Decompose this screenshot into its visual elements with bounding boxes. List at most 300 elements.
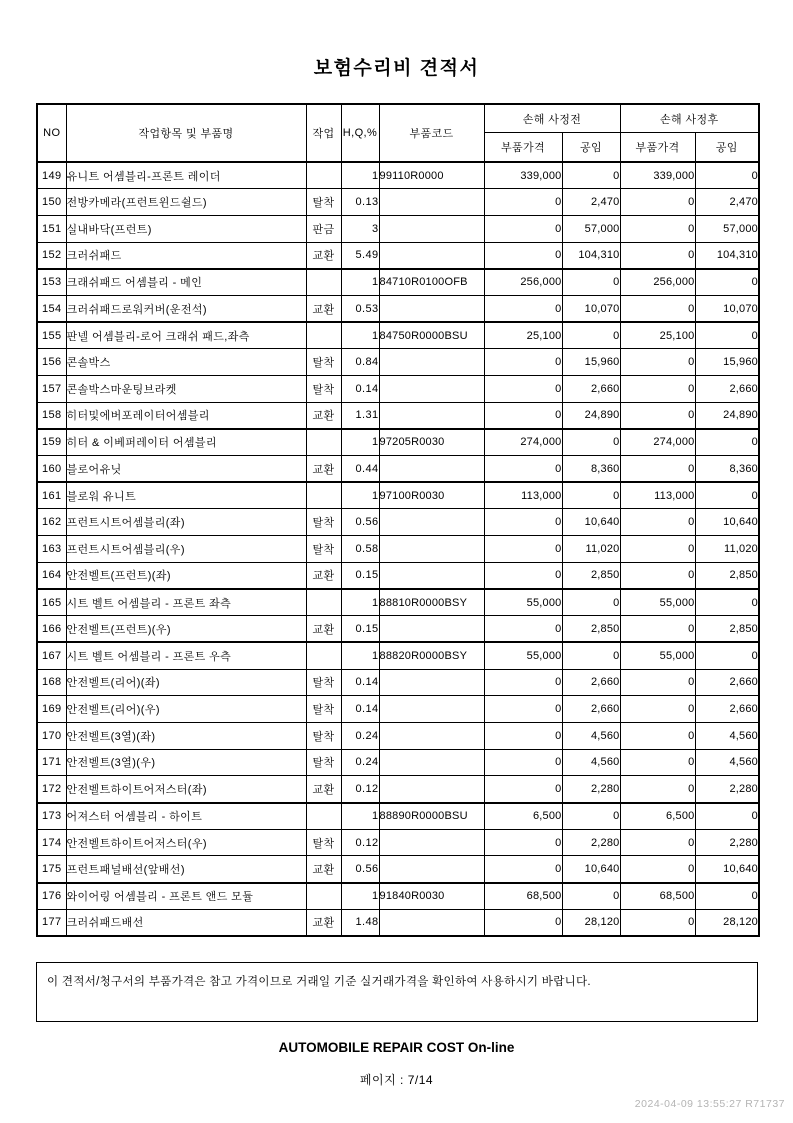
row-hq-value: 0.84 <box>341 349 379 376</box>
row-part-price-after: 0 <box>620 242 695 269</box>
row-labor-after: 2,470 <box>695 189 759 216</box>
row-part-code <box>379 456 484 483</box>
row-part-price-before: 0 <box>484 295 562 322</box>
repair-items-table <box>36 103 760 937</box>
row-work-type <box>306 162 341 189</box>
row-part-code: 88820R0000BSY <box>379 642 484 669</box>
row-hq-value: 3 <box>341 215 379 242</box>
row-labor-after: 104,310 <box>695 242 759 269</box>
row-no: 161 <box>37 482 66 509</box>
row-labor-before: 0 <box>562 589 620 616</box>
row-hq-value: 1 <box>341 269 379 296</box>
row-part-code <box>379 295 484 322</box>
table-row <box>37 456 759 483</box>
row-part-price-after: 0 <box>620 696 695 723</box>
row-labor-before: 0 <box>562 482 620 509</box>
row-part-price-after: 0 <box>620 509 695 536</box>
row-part-code <box>379 696 484 723</box>
table-row <box>37 215 759 242</box>
row-item-name: 안전벨트(프런트)(좌) <box>66 562 306 589</box>
row-part-code <box>379 536 484 563</box>
row-part-price-after: 0 <box>620 722 695 749</box>
row-hq-value: 0.14 <box>341 669 379 696</box>
row-part-price-after: 0 <box>620 376 695 403</box>
row-labor-after: 2,280 <box>695 776 759 803</box>
row-item-name: 히터및에버포레이터어셈블리 <box>66 402 306 429</box>
row-part-code: 97205R0030 <box>379 429 484 456</box>
row-part-price-before: 0 <box>484 696 562 723</box>
row-no: 154 <box>37 295 66 322</box>
row-labor-before: 0 <box>562 269 620 296</box>
row-labor-after: 0 <box>695 883 759 910</box>
row-work-type: 교환 <box>306 856 341 883</box>
row-labor-after: 0 <box>695 269 759 296</box>
table-row <box>37 376 759 403</box>
row-hq-value: 1 <box>341 803 379 830</box>
row-labor-before: 0 <box>562 322 620 349</box>
row-part-code: 97100R0030 <box>379 482 484 509</box>
row-no: 170 <box>37 722 66 749</box>
print-timestamp: 2024-04-09 13:55:27 R71737 <box>634 1098 785 1110</box>
row-hq-value: 0.56 <box>341 509 379 536</box>
table-row <box>37 269 759 296</box>
header-before-assessment: 손해 사정전 <box>484 104 620 133</box>
table-row <box>37 482 759 509</box>
row-work-type: 판금 <box>306 215 341 242</box>
row-part-price-after: 0 <box>620 669 695 696</box>
row-work-type: 교환 <box>306 776 341 803</box>
header-hq: H,Q,% <box>341 104 379 162</box>
row-labor-after: 10,070 <box>695 295 759 322</box>
row-part-code: 88890R0000BSU <box>379 803 484 830</box>
row-labor-before: 2,660 <box>562 696 620 723</box>
row-labor-before: 0 <box>562 883 620 910</box>
table-row <box>37 536 759 563</box>
row-labor-after: 2,850 <box>695 562 759 589</box>
row-part-price-after: 25,100 <box>620 322 695 349</box>
table-row <box>37 589 759 616</box>
row-part-code <box>379 829 484 856</box>
header-work: 작업 <box>306 104 341 162</box>
row-part-price-before: 0 <box>484 722 562 749</box>
table-row <box>37 722 759 749</box>
row-hq-value: 0.15 <box>341 562 379 589</box>
row-part-price-before: 256,000 <box>484 269 562 296</box>
header-part-price-after: 부품가격 <box>620 133 695 163</box>
row-item-name: 프런트시트어셈블리(좌) <box>66 509 306 536</box>
row-part-price-before: 0 <box>484 616 562 643</box>
row-hq-value: 1 <box>341 429 379 456</box>
row-part-price-after: 0 <box>620 776 695 803</box>
row-part-price-after: 0 <box>620 349 695 376</box>
row-part-code <box>379 776 484 803</box>
row-part-price-before: 113,000 <box>484 482 562 509</box>
row-labor-after: 4,560 <box>695 722 759 749</box>
row-part-code <box>379 402 484 429</box>
row-part-price-after: 0 <box>620 749 695 776</box>
row-hq-value: 0.14 <box>341 696 379 723</box>
row-part-code <box>379 376 484 403</box>
row-labor-after: 2,660 <box>695 669 759 696</box>
table-row <box>37 562 759 589</box>
row-work-type: 교환 <box>306 402 341 429</box>
row-part-price-before: 6,500 <box>484 803 562 830</box>
row-part-price-after: 0 <box>620 536 695 563</box>
table-row <box>37 616 759 643</box>
row-item-name: 시트 벨트 어셈블리 - 프론트 우측 <box>66 642 306 669</box>
row-labor-after: 0 <box>695 589 759 616</box>
row-item-name: 히터 & 이베퍼레이터 어셈블리 <box>66 429 306 456</box>
row-part-code: 99110R0000 <box>379 162 484 189</box>
row-work-type: 탈착 <box>306 829 341 856</box>
row-labor-after: 2,280 <box>695 829 759 856</box>
row-labor-after: 10,640 <box>695 856 759 883</box>
row-work-type: 교환 <box>306 562 341 589</box>
table-row <box>37 696 759 723</box>
row-item-name: 크러쉬패드배선 <box>66 909 306 936</box>
row-part-price-after: 0 <box>620 456 695 483</box>
row-item-name: 콘솔박스 <box>66 349 306 376</box>
row-no: 160 <box>37 456 66 483</box>
row-labor-before: 2,660 <box>562 376 620 403</box>
row-labor-after: 0 <box>695 162 759 189</box>
table-row <box>37 909 759 936</box>
row-no: 171 <box>37 749 66 776</box>
row-work-type: 탈착 <box>306 536 341 563</box>
row-no: 156 <box>37 349 66 376</box>
row-hq-value: 0.14 <box>341 376 379 403</box>
row-hq-value: 1 <box>341 589 379 616</box>
row-part-price-before: 0 <box>484 376 562 403</box>
row-item-name: 블로워 유니트 <box>66 482 306 509</box>
row-hq-value: 1.31 <box>341 402 379 429</box>
row-no: 153 <box>37 269 66 296</box>
row-part-code: 91840R0030 <box>379 883 484 910</box>
row-labor-before: 2,280 <box>562 829 620 856</box>
row-no: 162 <box>37 509 66 536</box>
row-labor-before: 11,020 <box>562 536 620 563</box>
row-labor-before: 24,890 <box>562 402 620 429</box>
row-no: 151 <box>37 215 66 242</box>
row-work-type <box>306 482 341 509</box>
row-work-type: 탈착 <box>306 696 341 723</box>
row-part-price-before: 0 <box>484 669 562 696</box>
row-work-type: 탈착 <box>306 189 341 216</box>
row-work-type: 교환 <box>306 616 341 643</box>
row-part-price-after: 0 <box>620 402 695 429</box>
row-labor-after: 2,660 <box>695 376 759 403</box>
row-part-code <box>379 215 484 242</box>
row-labor-after: 2,660 <box>695 696 759 723</box>
row-part-price-after: 113,000 <box>620 482 695 509</box>
header-after-assessment: 손해 사정후 <box>620 104 759 133</box>
row-labor-before: 2,850 <box>562 562 620 589</box>
table-row <box>37 883 759 910</box>
row-work-type <box>306 322 341 349</box>
row-labor-before: 4,560 <box>562 749 620 776</box>
row-part-price-before: 0 <box>484 215 562 242</box>
row-work-type: 탈착 <box>306 669 341 696</box>
table-row <box>37 856 759 883</box>
row-labor-before: 4,560 <box>562 722 620 749</box>
row-hq-value: 0.15 <box>341 616 379 643</box>
row-part-price-after: 0 <box>620 909 695 936</box>
row-part-code <box>379 909 484 936</box>
row-item-name: 크러쉬패드로워커버(운전석) <box>66 295 306 322</box>
row-work-type: 탈착 <box>306 376 341 403</box>
table-row <box>37 242 759 269</box>
row-part-code <box>379 669 484 696</box>
row-part-price-after: 55,000 <box>620 589 695 616</box>
table-row <box>37 829 759 856</box>
row-part-price-after: 0 <box>620 856 695 883</box>
row-hq-value: 5.49 <box>341 242 379 269</box>
row-labor-after: 57,000 <box>695 215 759 242</box>
row-hq-value: 0.44 <box>341 456 379 483</box>
row-item-name: 프런트시트어셈블리(우) <box>66 536 306 563</box>
row-item-name: 안전벨트(리어)(우) <box>66 696 306 723</box>
table-row <box>37 295 759 322</box>
row-part-price-after: 6,500 <box>620 803 695 830</box>
row-labor-before: 2,470 <box>562 189 620 216</box>
row-item-name: 크러쉬패드 <box>66 242 306 269</box>
row-work-type <box>306 883 341 910</box>
row-labor-before: 2,850 <box>562 616 620 643</box>
row-labor-after: 11,020 <box>695 536 759 563</box>
row-part-code <box>379 509 484 536</box>
row-part-price-before: 0 <box>484 456 562 483</box>
row-labor-after: 4,560 <box>695 749 759 776</box>
row-no: 163 <box>37 536 66 563</box>
row-work-type: 교환 <box>306 456 341 483</box>
row-item-name: 안전벨트하이트어저스터(우) <box>66 829 306 856</box>
row-work-type: 교환 <box>306 242 341 269</box>
row-hq-value: 0.13 <box>341 189 379 216</box>
row-work-type: 탈착 <box>306 749 341 776</box>
row-part-price-after: 0 <box>620 295 695 322</box>
row-work-type <box>306 269 341 296</box>
row-part-price-before: 0 <box>484 909 562 936</box>
notice-text: 이 견적서/청구서의 부품가격은 참고 가격이므로 거래일 기준 실거래가격을 확인하여 사용하시기 바랍니다. <box>47 976 591 988</box>
row-labor-before: 57,000 <box>562 215 620 242</box>
row-item-name: 어져스터 어셈블리 - 하이트 <box>66 803 306 830</box>
row-no: 175 <box>37 856 66 883</box>
row-work-type <box>306 642 341 669</box>
row-labor-after: 10,640 <box>695 509 759 536</box>
row-work-type: 교환 <box>306 295 341 322</box>
row-no: 155 <box>37 322 66 349</box>
row-no: 168 <box>37 669 66 696</box>
row-part-code <box>379 749 484 776</box>
row-hq-value: 1 <box>341 883 379 910</box>
row-hq-value: 0.56 <box>341 856 379 883</box>
table-row <box>37 429 759 456</box>
row-part-price-before: 0 <box>484 856 562 883</box>
row-labor-before: 0 <box>562 162 620 189</box>
row-part-code <box>379 189 484 216</box>
row-hq-value: 0.24 <box>341 749 379 776</box>
row-hq-value: 0.12 <box>341 829 379 856</box>
row-part-price-before: 274,000 <box>484 429 562 456</box>
row-labor-after: 0 <box>695 803 759 830</box>
row-hq-value: 0.12 <box>341 776 379 803</box>
row-item-name: 시트 벨트 어셈블리 - 프론트 좌측 <box>66 589 306 616</box>
row-part-code <box>379 722 484 749</box>
row-hq-value: 0.24 <box>341 722 379 749</box>
table-row <box>37 803 759 830</box>
row-part-price-after: 0 <box>620 215 695 242</box>
row-hq-value: 0.58 <box>341 536 379 563</box>
row-part-price-before: 0 <box>484 242 562 269</box>
row-labor-after: 28,120 <box>695 909 759 936</box>
row-part-code <box>379 242 484 269</box>
row-work-type: 탈착 <box>306 509 341 536</box>
row-no: 158 <box>37 402 66 429</box>
header-part-price-before: 부품가격 <box>484 133 562 163</box>
row-labor-before: 0 <box>562 803 620 830</box>
row-part-code: 84750R0000BSU <box>379 322 484 349</box>
header-labor-after: 공임 <box>695 133 759 163</box>
row-part-price-before: 25,100 <box>484 322 562 349</box>
row-part-price-before: 0 <box>484 189 562 216</box>
row-part-price-before: 0 <box>484 829 562 856</box>
row-labor-before: 10,070 <box>562 295 620 322</box>
table-row <box>37 776 759 803</box>
row-labor-before: 8,360 <box>562 456 620 483</box>
row-no: 172 <box>37 776 66 803</box>
page-number: 페이지 : 7/14 <box>359 1073 434 1087</box>
row-no: 159 <box>37 429 66 456</box>
row-labor-before: 10,640 <box>562 509 620 536</box>
row-labor-before: 2,660 <box>562 669 620 696</box>
row-no: 176 <box>37 883 66 910</box>
row-item-name: 크래쉬패드 어셈블리 - 메인 <box>66 269 306 296</box>
row-part-price-after: 0 <box>620 562 695 589</box>
table-row <box>37 349 759 376</box>
row-item-name: 안전벨트(프런트)(우) <box>66 616 306 643</box>
row-part-code <box>379 562 484 589</box>
row-part-code <box>379 856 484 883</box>
row-part-price-after: 274,000 <box>620 429 695 456</box>
row-labor-after: 0 <box>695 429 759 456</box>
header-no: NO <box>37 104 66 162</box>
row-item-name: 안전벨트(3열)(우) <box>66 749 306 776</box>
row-part-price-before: 0 <box>484 776 562 803</box>
row-no: 177 <box>37 909 66 936</box>
row-hq-value: 1 <box>341 322 379 349</box>
row-no: 167 <box>37 642 66 669</box>
row-work-type <box>306 589 341 616</box>
row-hq-value: 1.48 <box>341 909 379 936</box>
row-labor-before: 10,640 <box>562 856 620 883</box>
row-no: 169 <box>37 696 66 723</box>
table-row <box>37 189 759 216</box>
row-item-name: 전방카메라(프런트윈드쉴드) <box>66 189 306 216</box>
row-no: 149 <box>37 162 66 189</box>
row-part-code <box>379 616 484 643</box>
row-work-type: 탈착 <box>306 349 341 376</box>
row-hq-value: 0.53 <box>341 295 379 322</box>
row-item-name: 판넬 어셈블리-로어 크래쉬 패드,좌측 <box>66 322 306 349</box>
row-labor-after: 8,360 <box>695 456 759 483</box>
header-part-code: 부품코드 <box>379 104 484 162</box>
row-part-price-before: 339,000 <box>484 162 562 189</box>
row-part-price-after: 339,000 <box>620 162 695 189</box>
table-row <box>37 162 759 189</box>
row-part-code: 84710R0100OFB <box>379 269 484 296</box>
row-part-price-before: 0 <box>484 509 562 536</box>
row-labor-before: 28,120 <box>562 909 620 936</box>
row-item-name: 콘솔박스마운팅브라켓 <box>66 376 306 403</box>
row-work-type <box>306 429 341 456</box>
row-part-price-before: 0 <box>484 749 562 776</box>
row-part-price-after: 68,500 <box>620 883 695 910</box>
row-no: 174 <box>37 829 66 856</box>
row-no: 166 <box>37 616 66 643</box>
row-labor-after: 0 <box>695 322 759 349</box>
page-title: 보험수리비 견적서 <box>313 58 480 79</box>
row-part-price-after: 0 <box>620 616 695 643</box>
row-item-name: 블로어유닛 <box>66 456 306 483</box>
row-part-price-before: 55,000 <box>484 589 562 616</box>
header-item: 작업항목 및 부품명 <box>66 104 306 162</box>
row-item-name: 유니트 어셈블리-프론트 레이더 <box>66 162 306 189</box>
row-part-price-before: 0 <box>484 349 562 376</box>
row-part-price-after: 0 <box>620 189 695 216</box>
row-no: 173 <box>37 803 66 830</box>
row-work-type: 탈착 <box>306 722 341 749</box>
row-labor-after: 0 <box>695 482 759 509</box>
row-part-code <box>379 349 484 376</box>
row-no: 150 <box>37 189 66 216</box>
row-part-price-after: 55,000 <box>620 642 695 669</box>
row-hq-value: 1 <box>341 642 379 669</box>
row-part-price-before: 68,500 <box>484 883 562 910</box>
table-row <box>37 509 759 536</box>
row-item-name: 안전벨트(리어)(좌) <box>66 669 306 696</box>
row-work-type: 교환 <box>306 909 341 936</box>
row-labor-after: 2,850 <box>695 616 759 643</box>
table-row <box>37 669 759 696</box>
row-part-price-before: 0 <box>484 536 562 563</box>
row-part-price-before: 0 <box>484 562 562 589</box>
table-row <box>37 402 759 429</box>
row-labor-after: 24,890 <box>695 402 759 429</box>
table-row <box>37 749 759 776</box>
row-work-type <box>306 803 341 830</box>
row-hq-value: 1 <box>341 162 379 189</box>
row-labor-before: 0 <box>562 429 620 456</box>
row-part-price-before: 0 <box>484 402 562 429</box>
row-item-name: 안전벨트(3열)(좌) <box>66 722 306 749</box>
notice-box <box>36 962 758 1022</box>
row-no: 152 <box>37 242 66 269</box>
row-no: 164 <box>37 562 66 589</box>
row-labor-after: 15,960 <box>695 349 759 376</box>
row-part-code: 88810R0000BSY <box>379 589 484 616</box>
row-item-name: 실내바닥(프런트) <box>66 215 306 242</box>
table-row <box>37 642 759 669</box>
row-no: 165 <box>37 589 66 616</box>
row-part-price-after: 256,000 <box>620 269 695 296</box>
row-labor-before: 104,310 <box>562 242 620 269</box>
row-no: 157 <box>37 376 66 403</box>
row-item-name: 프런트패널배선(앞배선) <box>66 856 306 883</box>
row-labor-before: 15,960 <box>562 349 620 376</box>
service-name: AUTOMOBILE REPAIR COST On-line <box>278 1040 515 1055</box>
row-part-price-after: 0 <box>620 829 695 856</box>
row-part-price-before: 55,000 <box>484 642 562 669</box>
